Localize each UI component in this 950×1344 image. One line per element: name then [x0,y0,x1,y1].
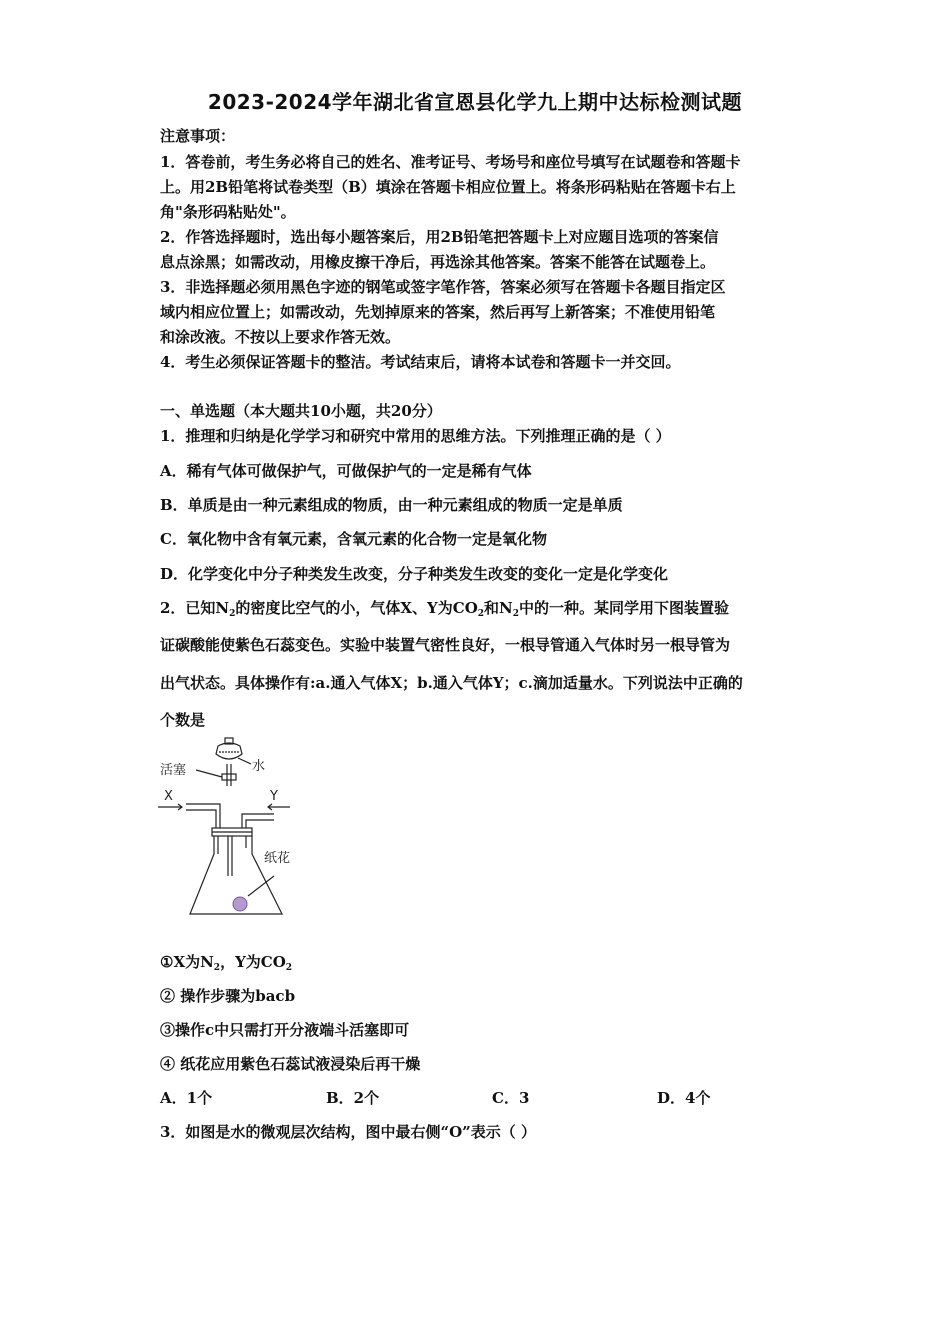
notice-line: 4．考生必须保证答题卡的整洁。考试结束后，请将本试卷和答题卡一并交回。 [160,353,681,371]
question-2-line-4: 个数是 [160,711,206,729]
question-2-line-2: 证碳酸能使紫色石蕊变色。实验中装置气密性良好，一根导管通入气体时另一根导管为 [160,636,731,654]
notice-line: 角"条形码粘贴处"。 [160,203,296,221]
question-1-option-a: A．稀有气体可做保护气，可做保护气的一定是稀有气体 [160,462,532,480]
page-title: 2023-2024学年湖北省宣恩县化学九上期中达标检测试题 [207,90,743,114]
choice-c: C．3 [492,1089,530,1107]
notice-line: 2．作答选择题时，选出每小题答案后，用2B铅笔把答题卡上对应题目选项的答案信 [160,228,719,246]
stopcock [222,774,236,780]
statement-1: ①X为$N_2$，Y为$CO_2$ [160,953,293,973]
notice-line: 3．非选择题必须用黑色字迹的钢笔或签字笔作答，答案必须写在答题卡各题目指定区 [160,278,726,296]
notice-line: 和涂改液。不按以上要求作答无效。 [160,328,401,346]
label-paper-flower: 纸花 [264,851,291,866]
label-water: 水 [252,759,266,774]
statement-4: ④ 纸花应用紫色石蕊试液浸染后再干燥 [160,1055,421,1073]
choice-a: A．1个 [160,1089,213,1107]
apparatus-diagram [156,736,296,920]
question-1-stem: 1．推理和归纳是化学学习和研究中常用的思维方法。下列推理正确的是（ ） [160,427,671,445]
notice-line: 上。用2B铅笔将试卷类型（B）填涂在答题卡相应位置上。将条形码粘贴在答题卡右上 [160,178,736,196]
label-y: Y [270,789,278,804]
notice-line: 1．答卷前，考生务必将自己的姓名、准考证号、考场号和座位号填写在试题卷和答题卡 [160,153,741,171]
label-x: X [164,789,173,804]
statement-2: ② 操作步骤为bacb [160,987,296,1005]
question-2-line-3: 出气状态。具体操作有:a.通入气体X；b.通入气体Y；c.滴加适量水。下列说法中正确的 [160,674,743,692]
choice-b: B．2个 [326,1089,380,1107]
separatory-funnel [216,743,242,759]
question-1-option-c: C．氧化物中含有氧元素，含氧元素的化合物一定是氧化物 [160,530,547,548]
notice-line: 域内相应位置上；如需改动，先划掉原来的答案，然后再写上新答案；不准使用铅笔 [160,303,716,321]
notice-heading: 注意事项： [160,127,236,145]
question-3-stem: 3．如图是水的微观层次结构，图中最右侧“O”表示（ ） [160,1123,536,1141]
label-stopcock: 活塞 [160,763,187,778]
statement-3: ③操作c中只需打开分液端斗活塞即可 [160,1021,410,1039]
notice-line: 息点涂黑；如需改动，用橡皮擦干净后，再选涂其他答案。答案不能答在试题卷上。 [160,253,716,271]
question-2-line-1: 2．已知$N_2$的密度比空气的小，气体X、Y为$CO_2$和$N_2$中的一种。某同学用下图装置验 [160,599,730,619]
question-1-option-d: D．化学变化中分子种类发生改变，分子种类发生改变的变化一定是化学变化 [160,565,669,583]
choice-d: D．4个 [657,1089,711,1107]
paper-flower [233,897,247,911]
section-heading: 一、单选题（本大题共10小题，共20分） [160,402,442,420]
question-1-option-b: B．单质是由一种元素组成的物质，由一种元素组成的物质一定是单质 [160,496,623,514]
